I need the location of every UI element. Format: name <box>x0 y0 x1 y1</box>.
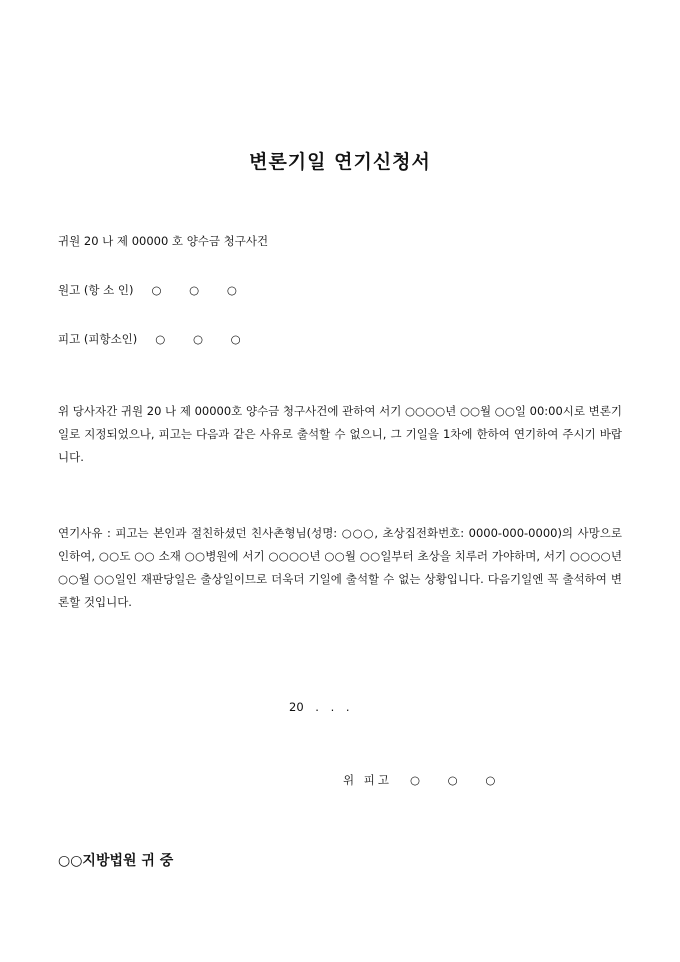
plaintiff-name: ○ ○ ○ <box>151 283 249 297</box>
defendant-name: ○ ○ ○ <box>155 332 253 346</box>
signer-name: ○ ○ ○ <box>409 773 508 787</box>
date-line: 20 . . . <box>289 700 350 714</box>
reason-paragraph: 연기사유 : 피고는 본인과 절친하셨던 친사촌형님(성명: ○○○, 초상집전화번호: 0000-000-0000)의 사망으로 인하여, ○○도 ○○ 소재 ○○병원에 서기 ○○○○년 ○○월 ○○일부터 초상을 치루러 가야하며, 서기 ○○○○년 ○○월 ○○일인 재판당일은 출상일이므로 더욱더 기일에 출석할 수 없는 상황입니다. 다음기일엔 꼭 출석하여 변론할 것입니다. <box>58 526 622 609</box>
plaintiff-line <box>58 282 249 298</box>
document-title: 변론기일 연기신청서 <box>249 151 431 173</box>
defendant-line <box>58 331 253 347</box>
court-line: ○○지방법원 귀 중 <box>58 853 174 869</box>
signer-line <box>343 772 507 788</box>
signer-label: 위 피고 <box>343 773 392 787</box>
plaintiff-label: 원고 (항 소 인) <box>58 283 134 297</box>
body-paragraph: 위 당사자간 귀원 20 나 제 00000호 양수금 청구사건에 관하여 서기 ○○○○년 ○○월 ○○일 00:00시로 변론기일로 지정되었으나, 피고는 다음과 같은 사유로 출석할 수 없으니, 그 기일을 1차에 한하여 연기하여 주시기 바랍니다. <box>58 404 622 464</box>
case-line: 귀원 20 나 제 00000 호 양수금 청구사건 <box>58 234 269 248</box>
defendant-label: 피고 (피항소인) <box>58 332 138 346</box>
